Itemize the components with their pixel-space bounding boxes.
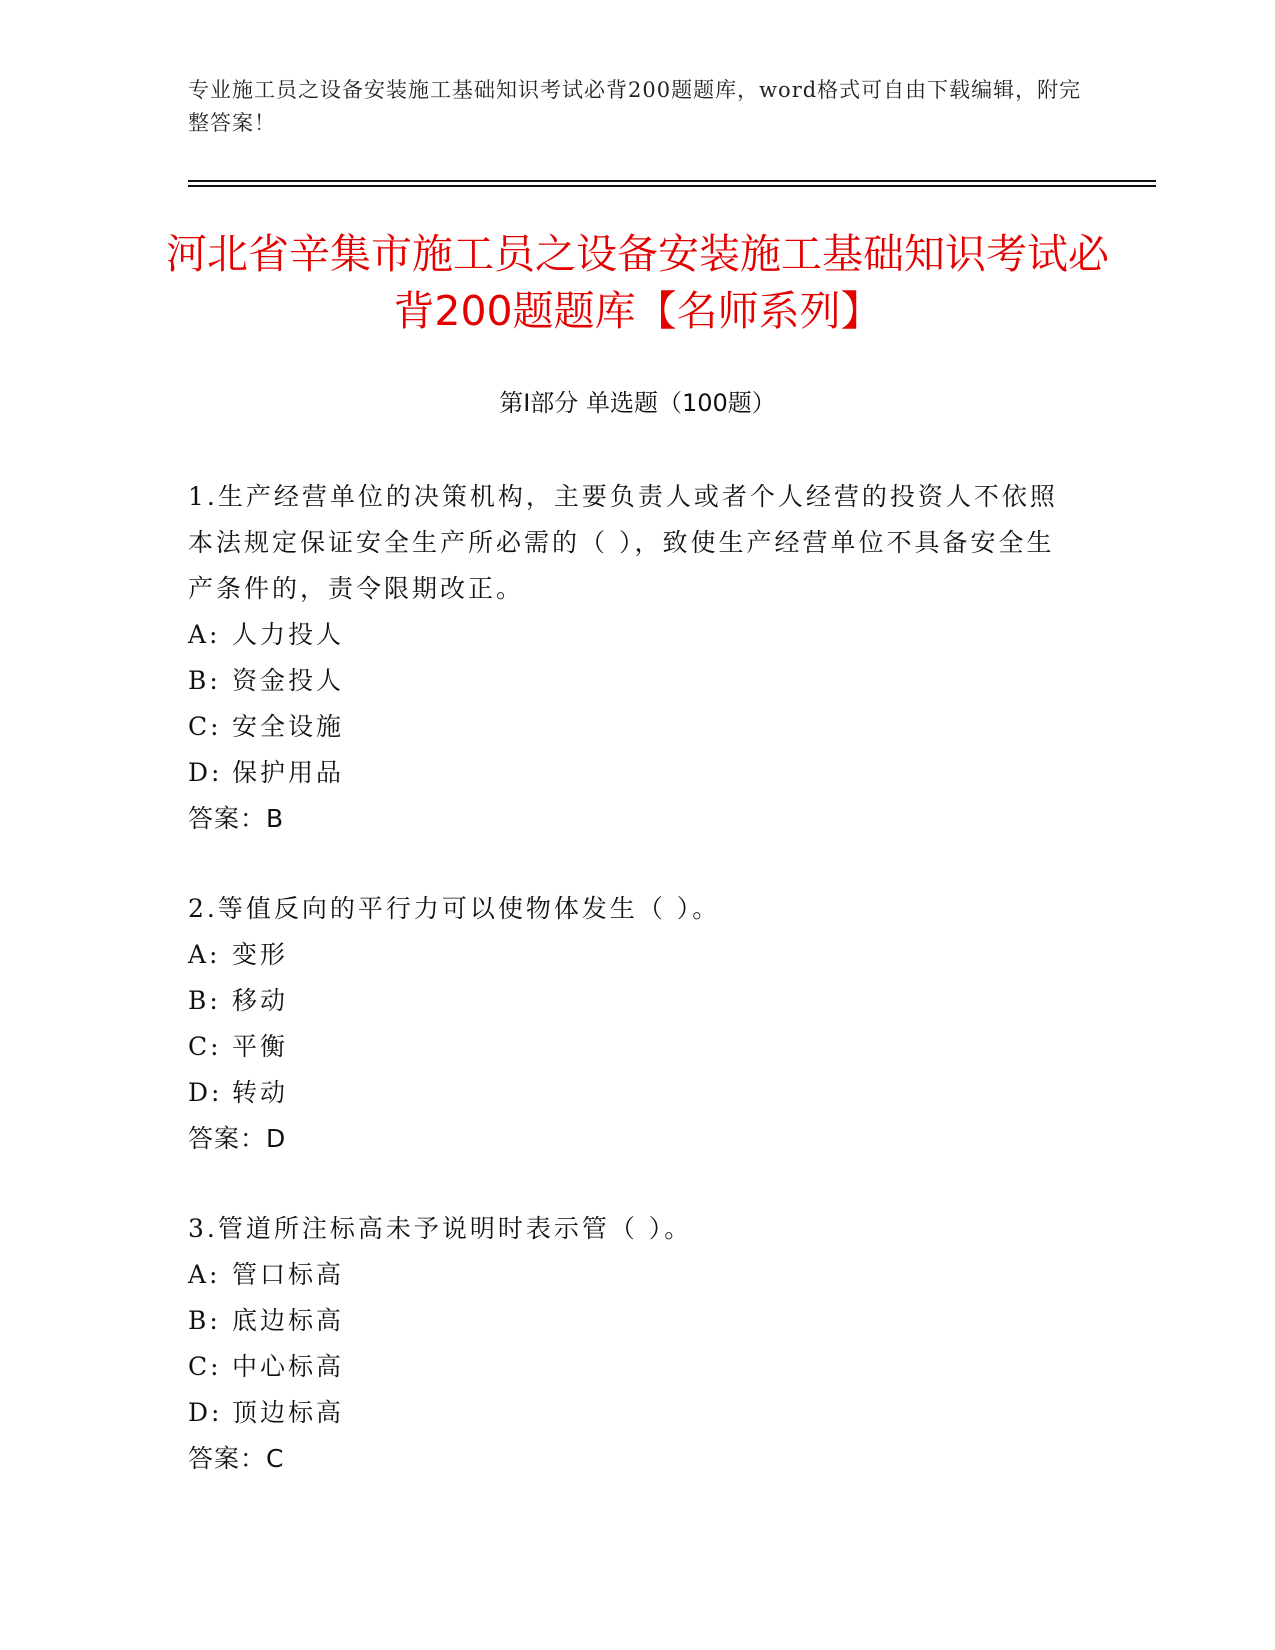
option-key: B: bbox=[188, 1306, 221, 1335]
option-key: C: bbox=[188, 1032, 222, 1061]
option-a bbox=[188, 932, 1068, 978]
option-text: 移动 bbox=[232, 986, 289, 1015]
answer-line: 答案：B bbox=[188, 804, 285, 833]
option-c bbox=[188, 704, 1068, 750]
option-key: D: bbox=[188, 1078, 223, 1107]
option-b bbox=[188, 1298, 1068, 1344]
option-b bbox=[188, 978, 1068, 1024]
option-text: 中心标高 bbox=[232, 1352, 345, 1381]
header-divider-bottom bbox=[188, 185, 1156, 187]
option-key: D: bbox=[188, 1398, 223, 1427]
option-text: 管口标高 bbox=[232, 1260, 345, 1289]
option-text: 底边标高 bbox=[232, 1306, 345, 1335]
option-d bbox=[188, 1390, 1068, 1436]
question-1 bbox=[188, 474, 1068, 842]
answer-line: 答案：D bbox=[188, 1124, 287, 1153]
answer-line: 答案：C bbox=[188, 1444, 285, 1473]
question-3 bbox=[188, 1206, 1068, 1482]
option-b bbox=[188, 658, 1068, 704]
header-divider-top bbox=[188, 180, 1156, 182]
option-text: 顶边标高 bbox=[232, 1398, 345, 1427]
option-text: 保护用品 bbox=[232, 758, 345, 787]
option-key: B: bbox=[188, 986, 221, 1015]
option-d bbox=[188, 750, 1068, 796]
option-text: 转动 bbox=[232, 1078, 289, 1107]
question-list bbox=[188, 474, 1068, 1526]
option-text: 安全设施 bbox=[232, 712, 345, 741]
option-text: 变形 bbox=[232, 940, 289, 969]
option-key: C: bbox=[188, 1352, 222, 1381]
question-stem: 2.等值反向的平行力可以使物体发生（ ）。 bbox=[188, 894, 721, 923]
option-key: A: bbox=[188, 620, 221, 649]
option-c bbox=[188, 1024, 1068, 1070]
section-title: 第Ⅰ部分 单选题（100题） bbox=[499, 389, 776, 417]
option-key: C: bbox=[188, 712, 222, 741]
option-a bbox=[188, 612, 1068, 658]
option-c bbox=[188, 1344, 1068, 1390]
option-key: D: bbox=[188, 758, 223, 787]
document-title: 河北省辛集市施工员之设备安装施工基础知识考试必背200题题库【名师系列】 bbox=[166, 230, 1109, 335]
option-text: 资金投人 bbox=[232, 666, 345, 695]
option-text: 人力投人 bbox=[232, 620, 345, 649]
option-a bbox=[188, 1252, 1068, 1298]
option-d bbox=[188, 1070, 1068, 1116]
question-stem: 3.管道所注标高未予说明时表示管（ ）。 bbox=[188, 1214, 693, 1243]
option-key: B: bbox=[188, 666, 221, 695]
option-key: A: bbox=[188, 1260, 221, 1289]
header-note: 专业施工员之设备安装施工基础知识考试必背200题题库，word格式可自由下载编辑，附完整答案！ bbox=[188, 78, 1082, 135]
option-key: A: bbox=[188, 940, 221, 969]
option-text: 平衡 bbox=[232, 1032, 289, 1061]
question-2 bbox=[188, 886, 1068, 1162]
question-stem: 1.生产经营单位的决策机构，主要负责人或者个人经营的投资人不依照本法规定保证安全生产所必需的（ ），致使生产经营单位不具备安全生产条件的，责令限期改正。 bbox=[188, 482, 1058, 603]
